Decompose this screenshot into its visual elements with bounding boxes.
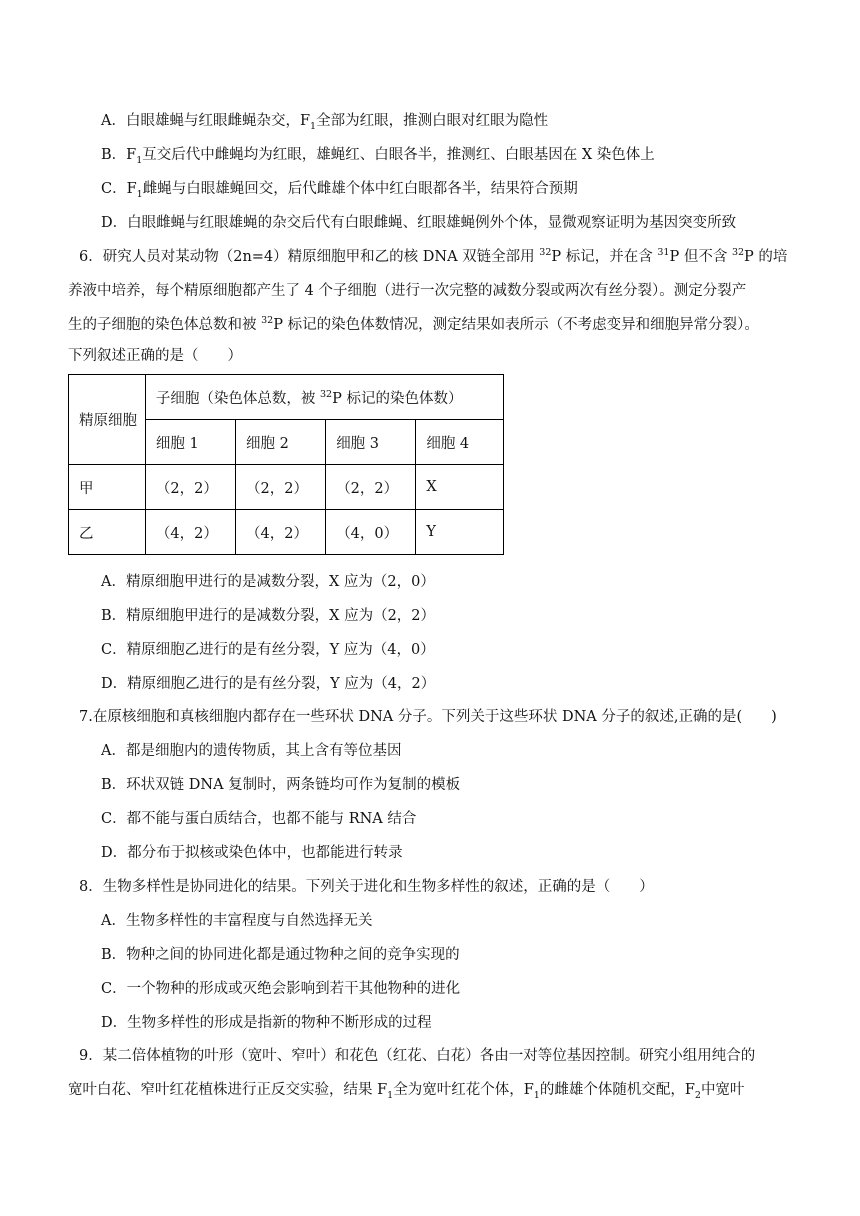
table-col-header: 细胞 1 bbox=[145, 420, 235, 465]
table-row bbox=[69, 510, 504, 555]
q8-option-a: A．生物多样性的丰富程度与自然选择无关 bbox=[101, 913, 373, 929]
q7-stem: 7.在原核细胞和真核细胞内都存在一些环状 DNA 分子。下列关于这些环状 DNA 分子的叙述,正确的是( ) bbox=[79, 709, 777, 725]
q7-option-c: C．都不能与蛋白质结合，也都不能与 RNA 结合 bbox=[101, 811, 417, 827]
table-cell: Y bbox=[416, 510, 504, 555]
table-cell: X bbox=[416, 465, 504, 510]
table-col-header: 细胞 3 bbox=[326, 420, 416, 465]
table-cell: （2，2） bbox=[145, 465, 235, 510]
q5-option-c: C．$F_1$雌蝇与白眼雄蝇回交，后代雌雄个体中红白眼都各半，结果符合预期 bbox=[101, 181, 578, 200]
q6-stem-line-2: 养液中培养，每个精原细胞都产生了 4 个子细胞（进行一次完整的减数分裂或两次有丝分裂）。测定分裂产 bbox=[68, 283, 747, 299]
table-cell: （2，2） bbox=[326, 465, 416, 510]
table-row-label: 乙 bbox=[69, 510, 146, 555]
q8-option-b: B．物种之间的协同进化都是通过物种之间的竞争实现的 bbox=[101, 947, 460, 963]
q8-option-c: C．一个物种的形成或灭绝会影响到若干其他物种的进化 bbox=[101, 981, 461, 997]
table-row bbox=[69, 465, 504, 510]
q6-stem-line-3: 生的子细胞的染色体总数和被 $^{32}$P 标记的染色体数情况，测定结果如表所示（不考虑变异和细胞异常分裂）。 bbox=[68, 315, 759, 333]
table-row-header: 精原细胞 bbox=[69, 375, 146, 465]
table-row-label: 甲 bbox=[69, 465, 146, 510]
q8-stem: 8．生物多样性是协同进化的结果。下列关于进化和生物多样性的叙述，正确的是（ ） bbox=[79, 879, 654, 895]
q9-stem-line-1: 9．某二倍体植物的叶形（宽叶、窄叶）和花色（红花、白花）各由一对等位基因控制。研究小组用纯合的 bbox=[79, 1048, 756, 1064]
q6-option-b: B．精原细胞甲进行的是减数分裂，X 应为（2，2） bbox=[101, 608, 436, 624]
table-cell: （4，2） bbox=[236, 510, 326, 555]
q7-option-d: D．都分布于拟核或染色体中，也都能进行转录 bbox=[101, 845, 403, 861]
q6-option-c: C．精原细胞乙进行的是有丝分裂，Y 应为（4，0） bbox=[101, 642, 435, 658]
q6-option-d: D．精原细胞乙进行的是有丝分裂，Y 应为（4，2） bbox=[101, 676, 436, 692]
q9-stem-line-2: 宽叶白花、窄叶红花植株进行正反交实验，结果 $F_1$全为宽叶红花个体，$F_1$的雌雄个体随机交配，$F_2$中宽叶 bbox=[68, 1082, 745, 1101]
table-col-header: 细胞 4 bbox=[416, 420, 504, 465]
q7-option-a: A．都是细胞内的遗传物质，其上含有等位基因 bbox=[101, 743, 402, 759]
table-col-header: 细胞 2 bbox=[236, 420, 326, 465]
q6-data-table bbox=[68, 374, 504, 555]
q5-option-d: D．白眼雌蝇与红眼雄蝇的杂交后代有白眼雌蝇、红眼雄蝇例外个体，显微观察证明为基因突变所致 bbox=[101, 215, 737, 231]
q5-option-b: B．$F_1$互交后代中雌蝇均为红眼，雄蝇红、白眼各半，推测红、白眼基因在 X 染色体上 bbox=[101, 147, 655, 166]
q5-option-a: A．白眼雄蝇与红眼雌蝇杂交，$F_1$全部为红眼，推测白眼对红眼为隐性 bbox=[101, 113, 549, 132]
table-group-header: 子细胞（染色体总数，被 $^{32}$P 标记的染色体数） bbox=[145, 375, 503, 420]
q6-option-a: A．精原细胞甲进行的是减数分裂，X 应为（2，0） bbox=[101, 574, 435, 590]
q6-stem-line-1: 6．研究人员对某动物（2n=4）精原细胞甲和乙的核 DNA 双链全部用 $^{32}$P 标记，并在含 $^{31}$P 但不含 $^{32}$P 的培 bbox=[79, 247, 788, 265]
q7-option-b: B．环状双链 DNA 复制时，两条链均可作为复制的模板 bbox=[101, 777, 461, 793]
q8-option-d: D．生物多样性的形成是指新的物种不断形成的过程 bbox=[101, 1015, 432, 1031]
table-cell: （4，0） bbox=[326, 510, 416, 555]
table-cell: （4，2） bbox=[145, 510, 235, 555]
table-cell: （2，2） bbox=[236, 465, 326, 510]
q6-stem-line-4: 下列叙述正确的是（ ） bbox=[68, 348, 242, 364]
